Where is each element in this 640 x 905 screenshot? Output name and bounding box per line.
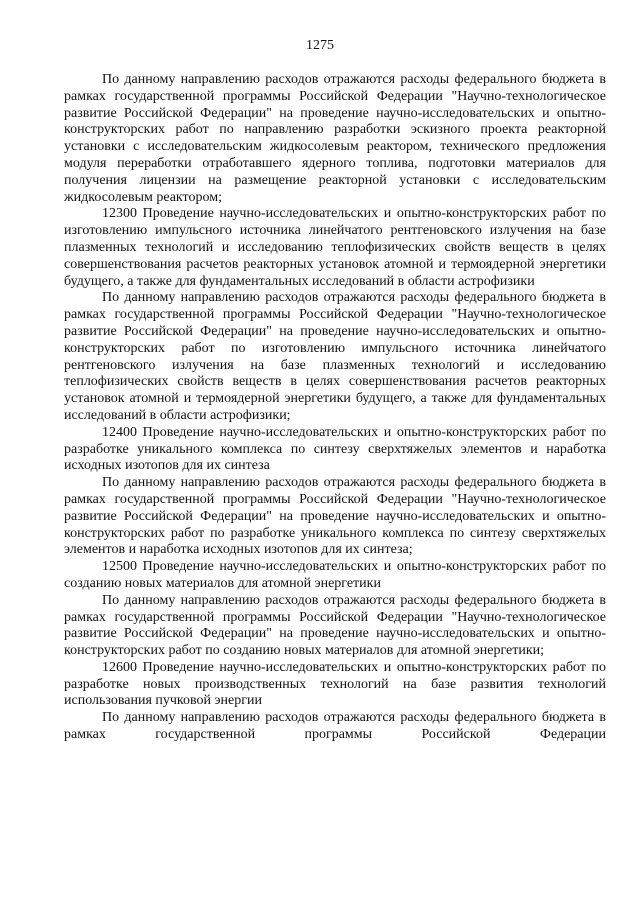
- paragraph-code-12500: 12500 Проведение научно-исследовательских и опытно-конструкторских работ по созданию новых материалов для атомной энергетики: [64, 559, 606, 591]
- paragraph-code-12400: 12400 Проведение научно-исследовательских и опытно-конструкторских работ по разработке уникального комплекса по синтезу сверхтяжелых элементов и наработка исходных изотопов для их синтеза: [64, 424, 606, 474]
- paragraph-expenses-description: По данному направлению расходов отражаются расходы федерального бюджета в рамках государственной программы Российской Федерации: [64, 710, 606, 743]
- paragraph-code-12300: 12300 Проведение научно-исследовательских и опытно-конструкторских работ по изготовлению импульсного источника линейчатого рентгеновского излучения на базе плазменных технологий и исследованию теплофизических свойств веществ в целях совершенствования расчетов реакторных установок атомной и термоядерной энергетики будущего, а также для фундаментальных исследований в области астрофизики: [64, 206, 606, 289]
- paragraph-expenses-description: По данному направлению расходов отражаются расходы федерального бюджета в рамках государственной программы Российской Федерации "Научно-технологическое развитие Российской Федерации" на проведение научно-исследовательских и опытно-конструкторских работ по изготовлению импульсного источника линейчатого рентгеновского излучения на базе плазменных технологий и исследованию теплофизических свойств веществ в целях совершенствования расчетов реакторных установок атомной и термоядерной энергетики будущего, а также для фундаментальных исследований в области астрофизики;: [64, 290, 606, 423]
- paragraph-code-12600: 12600 Проведение научно-исследовательских и опытно-конструкторских работ по разработке новых производственных технологий на базе развития технологий использования пучковой энергии: [64, 659, 606, 709]
- paragraph-expenses-description: По данному направлению расходов отражаются расходы федерального бюджета в рамках государственной программы Российской Федерации "Научно-технологическое развитие Российской Федерации" на проведение научно-исследовательских и опытно-конструкторских работ по созданию новых материалов для атомной энергетики;: [64, 592, 606, 659]
- document-body: [64, 72, 606, 744]
- page-number: 1275: [306, 38, 334, 53]
- paragraph-expenses-description: По данному направлению расходов отражаются расходы федерального бюджета в рамках государственной программы Российской Федерации "Научно-технологическое развитие Российской Федерации" на проведение научно-исследовательских и опытно-конструкторских работ по направлению разработки эскизного проекта реакторной установки с исследовательским жидкосолевым реактором, технического предложения модуля переработки отработавшего ядерного топлива, подготовки материалов для получения лицензии на размещение реакторной установки с исследовательским жидкосолевым реактором;: [64, 72, 606, 205]
- paragraph-expenses-description: По данному направлению расходов отражаются расходы федерального бюджета в рамках государственной программы Российской Федерации "Научно-технологическое развитие Российской Федерации" на проведение научно-исследовательских и опытно-конструкторских работ по разработке уникального комплекса по синтезу сверхтяжелых элементов и наработка исходных изотопов для их синтеза;: [64, 475, 606, 558]
